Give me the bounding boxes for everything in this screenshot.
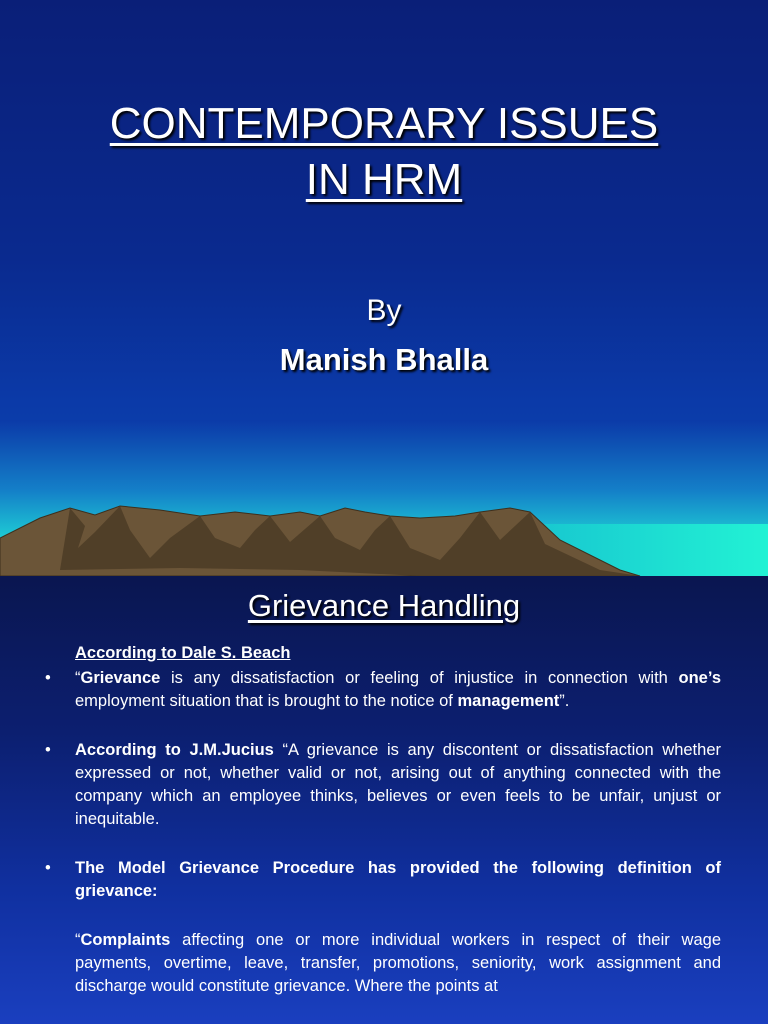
jucius-lead: According to J.M.Jucius: [75, 741, 274, 759]
text-part: is any dissatisfaction or feeling of injustice in connection with: [160, 669, 679, 687]
complaints-paragraph: [45, 929, 721, 998]
slide-title-line-1: CONTEMPORARY ISSUES: [109, 99, 659, 148]
complaints-text: affecting one or more individual workers in respect of their wage payments, overtime, leave, transfer, promotions, seniority, work assignment and discharge would constitute grievance. Where the points at: [75, 931, 721, 995]
author-name: Manish Bhalla: [279, 342, 489, 377]
quote-open: “: [75, 669, 81, 687]
jucius-text: “A grievance is any discontent or dissatisfaction whether expressed or not, whether valid or not, arising out of anything connected with the company which an employee thinks, believes or even feels to be unfair, unjust or inequitable.: [75, 741, 721, 828]
dale-beach-heading: According to Dale S. Beach: [75, 644, 291, 662]
term-management: management: [457, 692, 560, 710]
model-procedure-text: The Model Grievance Procedure has provided the following definition of grievance:: [75, 859, 721, 900]
bullet-model-procedure: [45, 857, 721, 903]
term-grievance: Grievance: [80, 669, 161, 687]
quote-open: “: [75, 931, 81, 949]
bullet-marker: •: [45, 669, 51, 687]
term-ones: one’s: [678, 669, 721, 687]
by-label: By: [366, 294, 402, 327]
slide-title: [0, 96, 768, 208]
text-part: employment situation that is brought to the notice of: [75, 692, 458, 710]
grievance-title-text: Grievance Handling: [247, 588, 521, 623]
slide-body: [45, 642, 721, 998]
bullet-marker: •: [45, 859, 51, 877]
text-part: ”.: [559, 692, 570, 710]
bullet-definition-jucius: [45, 739, 721, 831]
mountain-sea-illustration: [0, 420, 768, 576]
slide-title-line-2: IN HRM: [305, 155, 463, 204]
bullet-definition-beach: [45, 667, 721, 713]
grievance-slide: [0, 576, 768, 1024]
bullet-marker: •: [45, 741, 51, 759]
term-complaints: Complaints: [80, 931, 171, 949]
grievance-title: [0, 588, 768, 624]
